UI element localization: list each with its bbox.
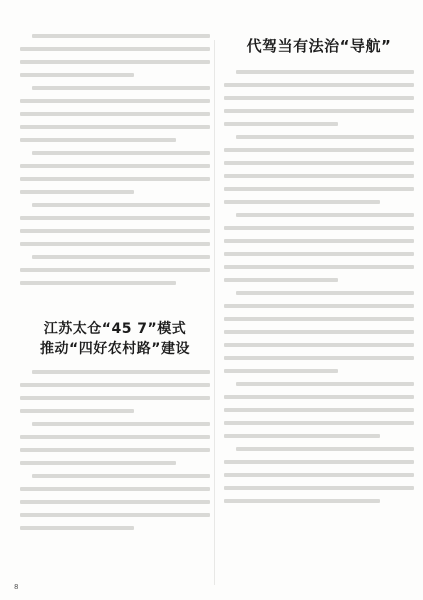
body-text-line (224, 200, 380, 204)
body-text-line (20, 487, 210, 491)
body-text-line (224, 408, 414, 412)
body-text-line (20, 461, 176, 465)
body-text-line (236, 382, 414, 386)
body-text-line (224, 343, 414, 347)
body-text-line (32, 370, 210, 374)
article-body-right (224, 70, 414, 512)
body-text-line (32, 151, 210, 155)
body-text-line (20, 448, 210, 452)
body-text-line (20, 216, 210, 220)
body-text-line (224, 473, 414, 477)
body-text-line (224, 96, 414, 100)
body-text-line (20, 409, 134, 413)
body-text-line (224, 109, 414, 113)
body-text-line (224, 421, 414, 425)
body-text-line (224, 265, 414, 269)
body-text-line (224, 460, 414, 464)
body-text-line (32, 255, 210, 259)
body-text-line (20, 383, 210, 387)
body-text-line (20, 281, 176, 285)
body-text-line (224, 122, 338, 126)
body-text-line (20, 112, 210, 116)
body-text-line (20, 268, 210, 272)
article-title-left-bottom (20, 319, 210, 359)
body-text-line (20, 73, 134, 77)
body-text-line (236, 70, 414, 74)
body-text-line (224, 434, 380, 438)
body-text-line (224, 356, 414, 360)
body-text-line (32, 422, 210, 426)
body-text-line (20, 164, 210, 168)
body-text-line (20, 396, 210, 400)
body-text-line (20, 242, 210, 246)
body-text-line (224, 395, 414, 399)
article-body-left-top (20, 34, 210, 294)
body-text-line (224, 239, 414, 243)
body-text-line (224, 83, 414, 87)
body-text-line (20, 47, 210, 51)
body-text-line (224, 304, 414, 308)
body-text-line (224, 252, 414, 256)
body-text-line (224, 486, 414, 490)
body-text-line (224, 187, 414, 191)
body-text-line (224, 161, 414, 165)
column-divider (214, 40, 215, 585)
body-text-line (20, 500, 210, 504)
body-text-line (224, 226, 414, 230)
article-title-line: 江苏太仓“45 7”模式 (43, 321, 187, 337)
body-text-line (224, 317, 414, 321)
body-text-line (20, 526, 134, 530)
body-text-line (20, 60, 210, 64)
body-text-line (32, 86, 210, 90)
article-title-right (224, 36, 414, 56)
body-text-line (224, 174, 414, 178)
body-text-line (20, 513, 210, 517)
body-text-line (224, 369, 338, 373)
body-text-line (20, 99, 210, 103)
body-text-line (32, 203, 210, 207)
body-text-line (224, 499, 380, 503)
body-text-line (224, 278, 338, 282)
body-text-line (20, 125, 210, 129)
body-text-line (32, 474, 210, 478)
article-body-left-bottom (20, 370, 210, 539)
article-title-line: 推动“四好农村路”建设 (40, 341, 190, 357)
body-text-line (20, 190, 134, 194)
body-text-line (236, 135, 414, 139)
body-text-line (236, 213, 414, 217)
page-number: 8 (14, 583, 19, 591)
body-text-line (20, 435, 210, 439)
body-text-line (20, 229, 210, 233)
body-text-line (236, 291, 414, 295)
body-text-line (20, 138, 176, 142)
body-text-line (20, 177, 210, 181)
body-text-line (224, 148, 414, 152)
article-title-line: 代驾当有法治“导航” (246, 37, 392, 55)
body-text-line (236, 447, 414, 451)
body-text-line (32, 34, 210, 38)
body-text-line (224, 330, 414, 334)
